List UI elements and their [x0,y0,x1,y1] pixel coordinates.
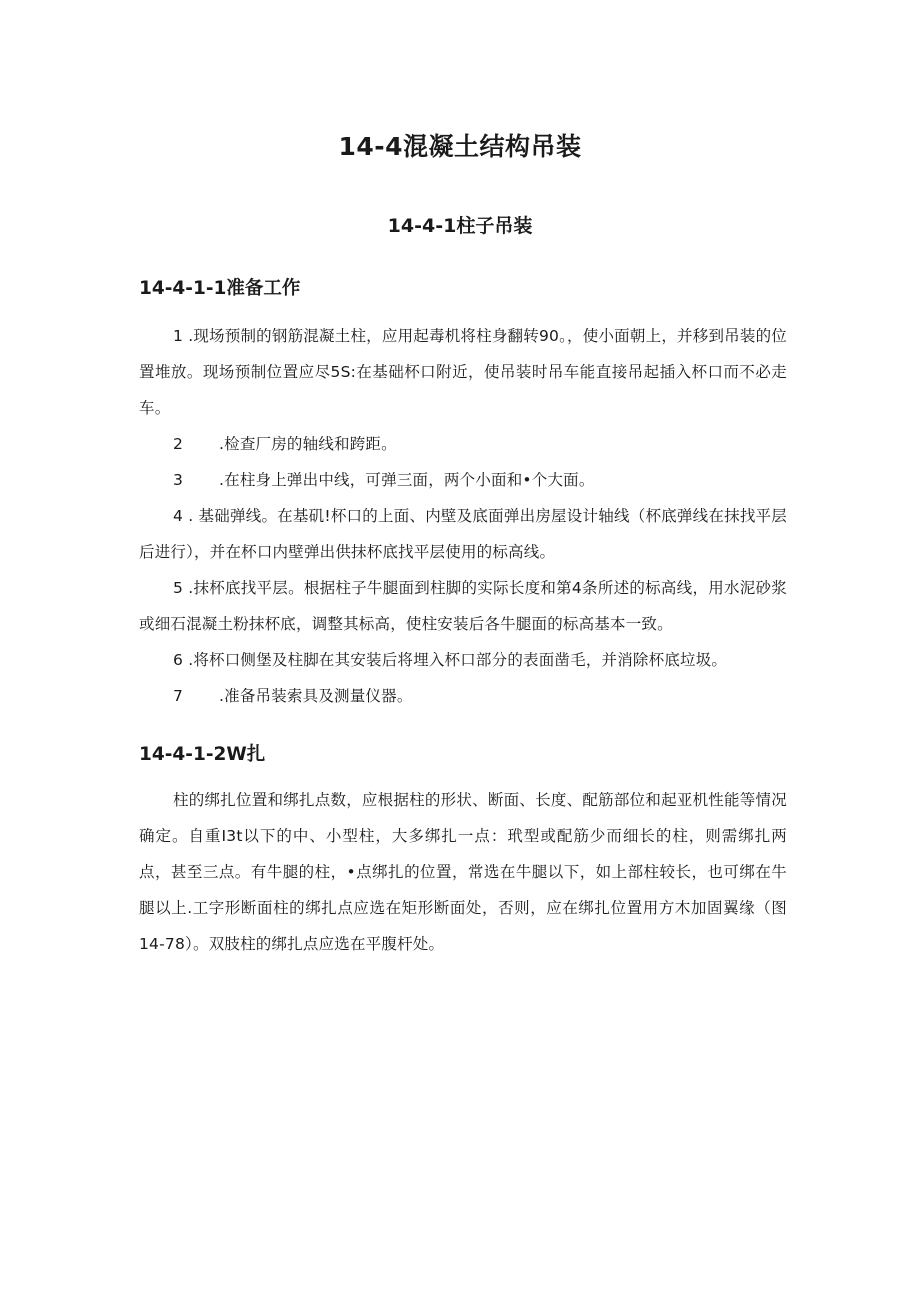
item-number: 1 [173,327,184,345]
item-number: 7 [173,687,184,705]
page-title: 14-4混凝土结构吊装 [338,132,582,161]
list-item [139,678,787,714]
list-item [139,642,787,678]
item-text: .将杯口侧堡及柱脚在其安装后将埋入杯口部分的表面凿毛，并消除杯底垃圾。 [188,651,728,669]
item-text: . 基础弹线。在基矶!杯口的上面、内壁及底面弹出房屋设计轴线（杯底弹线在抹找平层后进行），并在杯口内壁弹出供抹杯底找平层使用的标高线。 [139,507,787,561]
item-number: 4 [173,507,184,525]
item-text: .在柱身上弹出中线，可弹三面，两个小面和•个大面。 [219,471,595,489]
item-number: 5 [173,579,184,597]
list-item [139,570,787,642]
list-item [139,498,787,570]
item-text: .抹杯底找平层。根据柱子牛腿面到柱脚的实际长度和第4条所述的标高线，用水泥砂浆或细石混凝土粉抹杯底，调整其标高，使柱安装后各牛腿面的标高基本一致。 [139,579,787,633]
subsection-heading-preparation: 14-4-1-1准备工作 [139,278,301,299]
item-text: .检查厂房的轴线和跨距。 [219,435,397,453]
item-number: 6 [173,651,184,669]
item-number: 2 [173,435,184,453]
item-text: .准备吊装索具及测量仪器。 [219,687,413,705]
subsection-heading-binding: 14-4-1-2W扎 [139,744,266,765]
section-title: 14-4-1柱子吊装 [387,215,533,237]
list-item [139,462,787,498]
list-item [139,318,787,426]
list-item [139,426,787,462]
body-paragraph: 柱的绑扎位置和绑扎点数，应根据柱的形状、断面、长度、配筋部位和起亚机性能等情况确定。自重I3t以下的中、小型柱，大多绑扎一点：玳型或配筋少而细长的柱，则需绑扎两点，甚至三点。有牛腿的柱，•点绑扎的位置，常选在牛腿以下，如上部柱较长，也可绑在牛腿以上.工字形断面柱的绑扎点应选在矩形断面处，否则，应在绑扎位置用方木加固翼缘（图14-78）。双肢柱的绑扎点应选在平腹杆处。 [139,791,787,953]
item-number: 3 [173,471,184,489]
item-text: .现场预制的钢筋混凝土柱，应用起毒机将柱身翻转90。，使小面朝上，并移到吊装的位置堆放。现场预制位置应尽5S:在基础杯口附近，使吊装时吊车能直接吊起插入杯口而不必走车。 [139,327,787,417]
